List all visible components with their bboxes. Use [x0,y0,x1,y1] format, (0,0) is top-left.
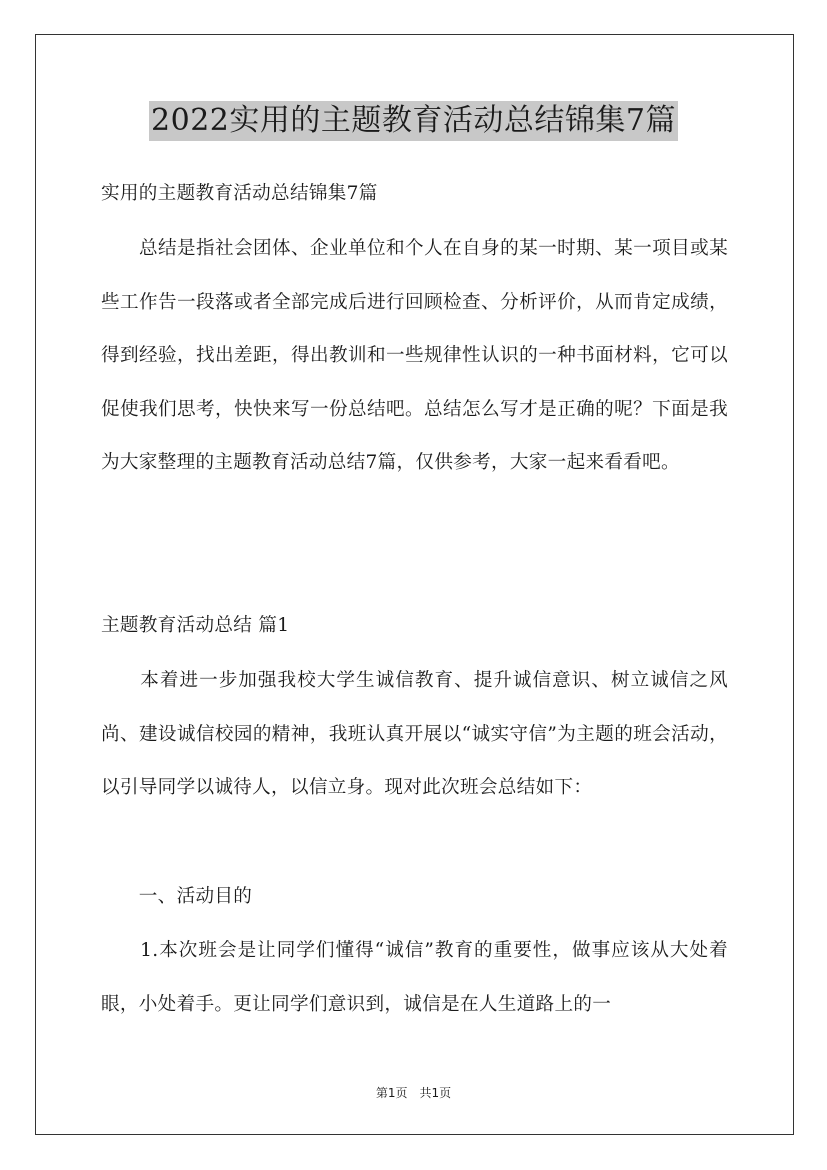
section-paragraph-1: 本着进一步加强我校大学生诚信教育、提升诚信意识、树立诚信之风尚、建设诚信校园的精神，我班认真开展以“诚实守信”为主题的班会活动，以引导同学以诚待人，以信立身。现对此次班会总结如下： [101,670,728,798]
section-subheading: 一、活动目的 [101,886,253,907]
document-title: 2022实用的主题教育活动总结锦集7篇 [149,101,678,141]
title-container [0,101,827,141]
document-subtitle: 实用的主题教育活动总结锦集7篇 [101,183,378,204]
section-paragraph-2: 1.本次班会是让同学们懂得“诚信”教育的重要性，做事应该从大处着眼，小处着手。更让同学们意识到，诚信是在人生道路上的一 [101,940,728,1015]
intro-paragraph: 总结是指社会团体、企业单位和个人在自身的某一时期、某一项目或某些工作告一段落或者全部完成后进行回顾检查、分析评价，从而肯定成绩，得到经验，找出差距，得出教训和一些规律性认识的一种书面材料，它可以促使我们思考，快快来写一份总结吧。总结怎么写才是正确的呢？下面是我为大家整理的主题教育活动总结7篇，仅供参考，大家一起来看看吧。 [101,238,728,473]
page-footer: 第1页 共1页 [375,1086,452,1100]
section-heading: 主题教育活动总结 篇1 [101,615,290,636]
